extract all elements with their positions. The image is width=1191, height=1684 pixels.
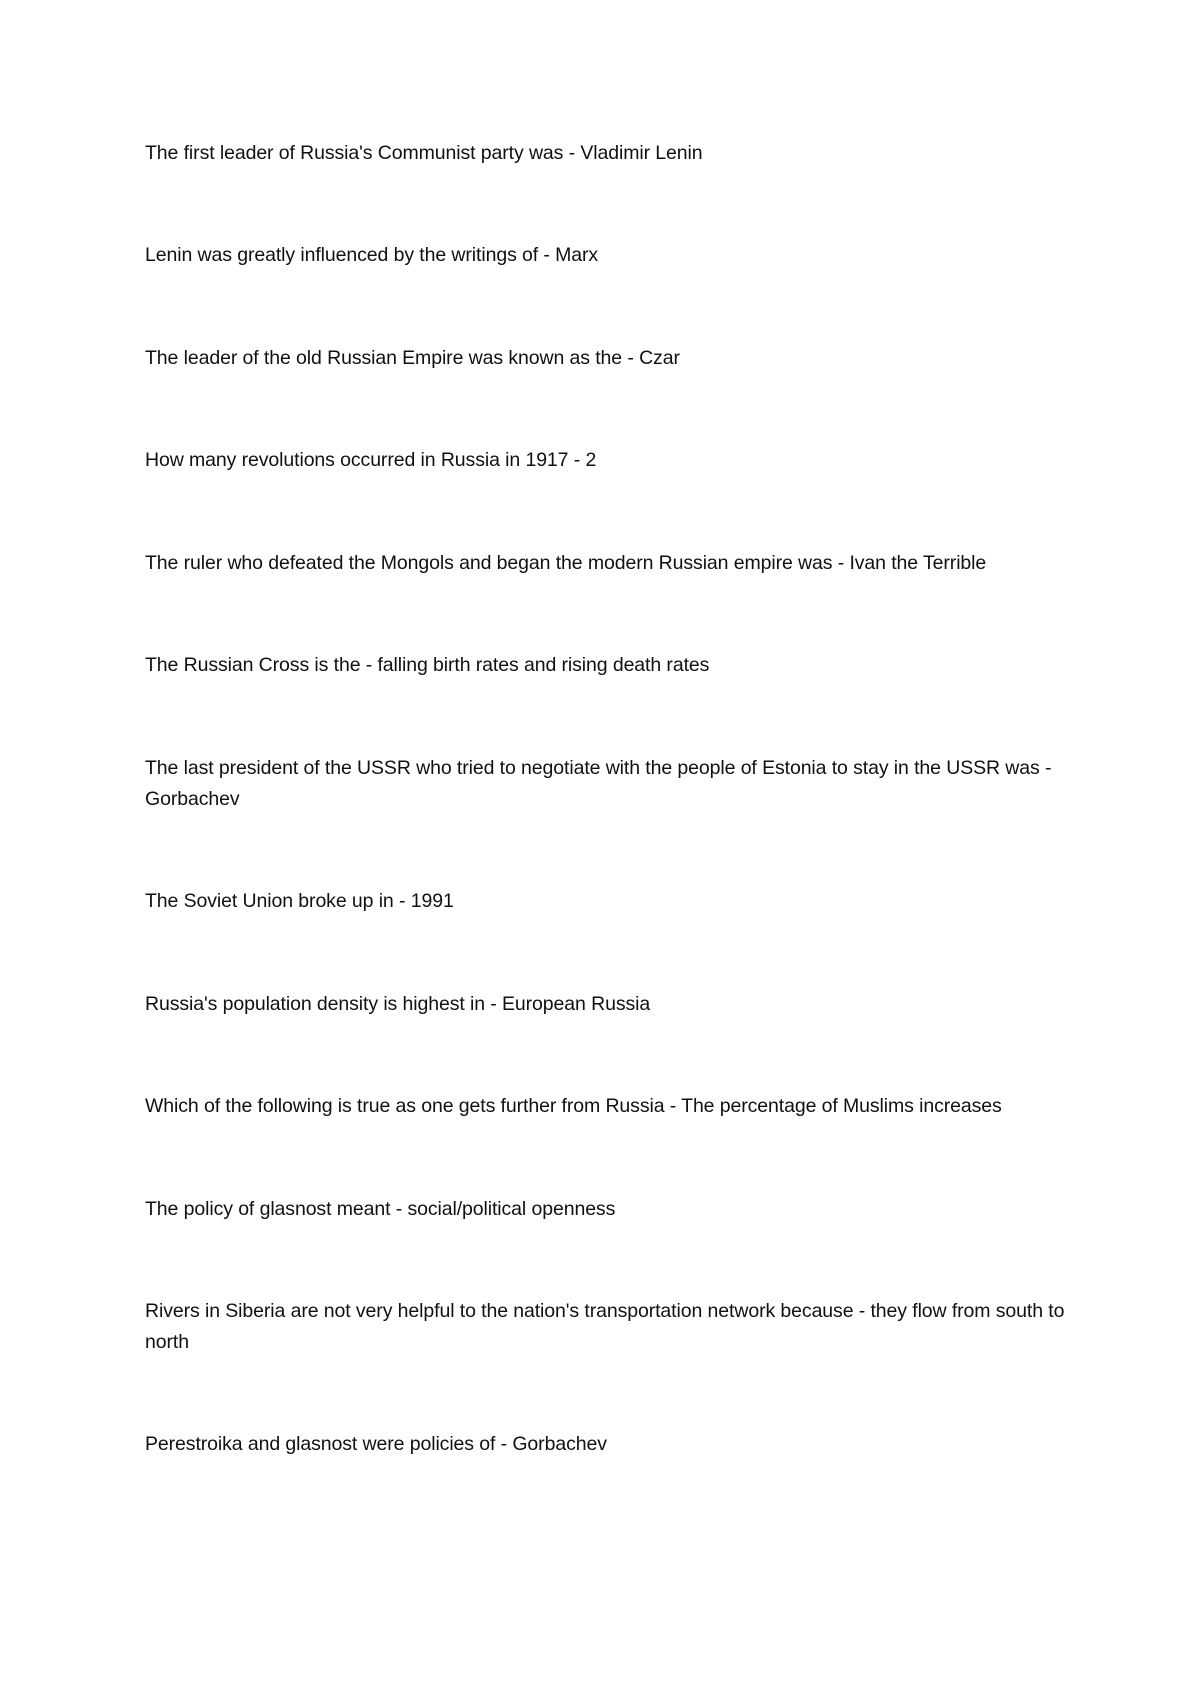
qa-item: The leader of the old Russian Empire was known as the - Czar — [145, 347, 680, 369]
qa-item: Rivers in Siberia are not very helpful to the nation's transportation network because - they flow from south to north — [145, 1300, 1065, 1353]
qa-item: Lenin was greatly influenced by the writings of - Marx — [145, 244, 599, 266]
qa-item: How many revolutions occurred in Russia in 1917 - 2 — [145, 449, 597, 471]
qa-item: The last president of the USSR who tried to negotiate with the people of Estonia to stay in the USSR was - Gorbachev — [145, 757, 1052, 810]
qa-item: The ruler who defeated the Mongols and began the modern Russian empire was - Ivan the Terrible — [145, 552, 987, 574]
qa-item: Russia's population density is highest in - European Russia — [145, 993, 651, 1015]
qa-item: Which of the following is true as one gets further from Russia - The percentage of Muslims increases — [145, 1095, 1002, 1117]
qa-item: The first leader of Russia's Communist party was - Vladimir Lenin — [145, 142, 703, 164]
qa-item: The Russian Cross is the - falling birth rates and rising death rates — [145, 654, 710, 676]
qa-item: Perestroika and glasnost were policies of - Gorbachev — [145, 1433, 607, 1455]
qa-item: The policy of glasnost meant - social/political openness — [145, 1198, 616, 1220]
qa-item: The Soviet Union broke up in - 1991 — [145, 890, 454, 912]
